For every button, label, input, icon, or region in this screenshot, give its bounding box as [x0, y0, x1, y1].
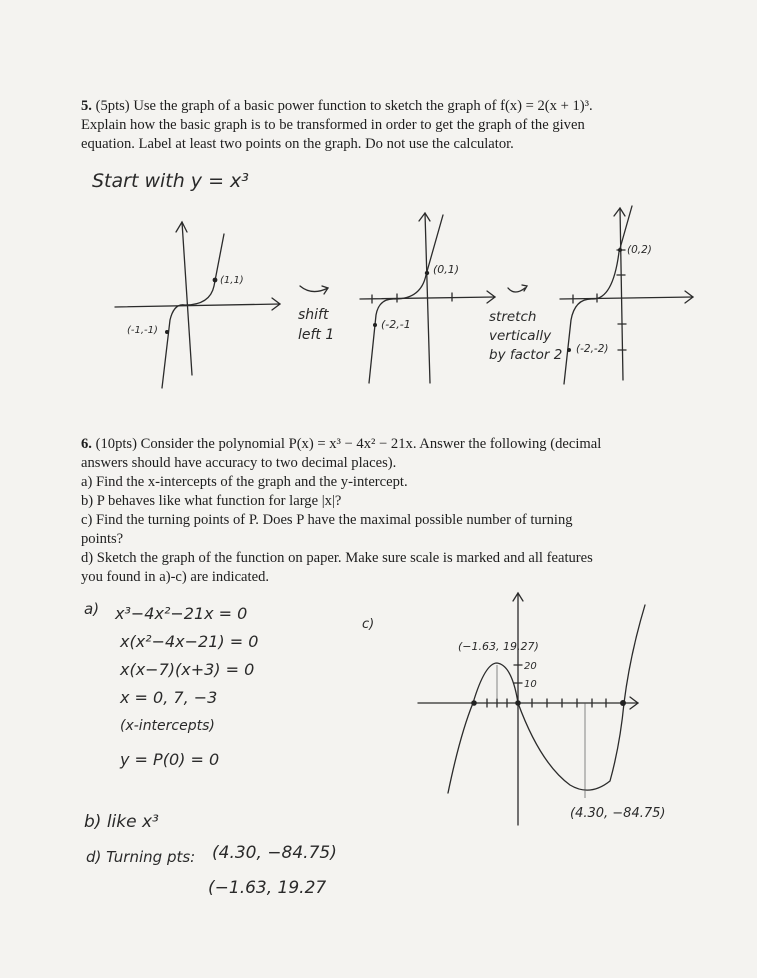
graph-1-y-axis: [182, 222, 192, 375]
problem-6-part-c-1: c) Find the turning points of P. Does P have the maximal possible number of turning: [81, 512, 573, 528]
graph-2-shifted: [355, 205, 505, 385]
poly-min-label: (4.30, −84.75): [570, 806, 666, 821]
graph-1-point-a: [213, 278, 218, 283]
graph-2-label-b: (-2,-1: [381, 318, 411, 331]
step-2-note: [489, 308, 562, 365]
problem-6-line-1: [81, 435, 681, 454]
graph-3-point-a: [618, 248, 622, 252]
graph-1-x-axis: [115, 304, 280, 307]
problem-5-line-1: [81, 97, 681, 116]
answer-a-line-2: x(x²−4x−21) = 0: [120, 632, 259, 651]
answer-b: b) like x³: [84, 812, 159, 832]
problem-6-part-a: a) Find the x-intercepts of the graph and the y-intercept.: [81, 474, 408, 490]
poly-y-tick-label-20: 20: [524, 661, 537, 672]
answer-d-point-2: (−1.63, 19.27: [208, 878, 327, 898]
step-1-line-1: shift: [298, 307, 329, 323]
answer-a-line-5: (x-intercepts): [120, 718, 215, 734]
poly-max-label: (−1.63, 19.27): [458, 640, 539, 653]
problem-5-text-2: Explain how the basic graph is to be transformed in order to get the graph of the given: [81, 117, 585, 133]
graph-3-x-axis: [560, 297, 693, 299]
graph-1-curve: [162, 234, 224, 388]
answer-d-point-1: (4.30, −84.75): [212, 843, 337, 863]
poly-root-0: [515, 700, 521, 706]
graph-3-point-b: [567, 348, 571, 352]
answer-a-label: a): [84, 600, 100, 618]
poly-root-neg3: [471, 700, 477, 706]
graph-1-label-a: (1,1): [220, 275, 244, 286]
answer-c-label: c): [362, 617, 375, 632]
answer-d-label: d) Turning pts:: [86, 848, 196, 866]
graph-1-y-arrow: [176, 222, 187, 232]
problem-5-number: 5.: [81, 98, 92, 114]
step-2-line-1: stretch: [489, 309, 537, 325]
step-1-note: [298, 305, 334, 345]
answer-a-line-3: x(x−7)(x+3) = 0: [120, 660, 255, 679]
step-2-line-2: vertically: [489, 328, 552, 344]
graph-3-label-a: (0,2): [627, 244, 652, 256]
problem-6-part-d-2: you found in a)-c) are indicated.: [81, 569, 270, 585]
problem-6-statement: [81, 435, 681, 587]
graph-2-point-b: [373, 323, 377, 327]
poly-root-7: [620, 700, 626, 706]
problem-6-intro-1: Consider the polynomial P(x) = x³ − 4x² − 21x. Answer the following (decimal: [140, 436, 602, 452]
step-2-line-3: by factor 2: [489, 347, 563, 363]
problem-5-statement: [81, 97, 681, 154]
answer-a-line-4: x = 0, 7, −3: [120, 688, 218, 707]
problem-6-part-d-1: d) Sketch the graph of the function on paper. Make sure scale is marked and all features: [81, 550, 593, 566]
graph-1-point-b: [165, 330, 169, 334]
problem-6-part-b: b) P behaves like what function for large |x|?: [81, 493, 342, 509]
graph-1-cube: [110, 210, 290, 390]
graph-3-y-axis: [620, 208, 623, 380]
answer-a-line-1: x³−4x²−21x = 0: [115, 604, 248, 623]
problem-6-number: 6.: [81, 436, 92, 452]
step-1-line-2: left 1: [298, 327, 335, 343]
problem-6-intro-2: answers should have accuracy to two decimal places).: [81, 455, 397, 471]
stretch-arrow-icon: [505, 282, 535, 300]
problem-6-points: (10pts): [95, 436, 137, 452]
problem-5-text-3: equation. Label at least two points on the graph. Do not use the calculator.: [81, 136, 514, 152]
start-with-label: Start with y = x³: [92, 170, 249, 192]
poly-y-tick-label-10: 10: [524, 679, 537, 690]
graph-2-point-a: [425, 271, 429, 275]
problem-6-part-c-2: points?: [81, 531, 124, 547]
graph-3-stretched: [555, 200, 705, 385]
problem-5-points: (5pts): [95, 98, 130, 114]
graph-3-label-b: (-2,-2): [576, 343, 609, 355]
shift-arrow-icon: [296, 280, 336, 300]
problem-5-text-1: Use the graph of a basic power function to sketch the graph of f(x) = 2(x + 1)³.: [133, 98, 593, 114]
graph-2-label-a: (0,1): [433, 263, 460, 276]
answer-a-line-6: y = P(0) = 0: [120, 750, 220, 769]
polynomial-graph: [410, 585, 670, 830]
answer-a-work: [115, 600, 258, 774]
graph-1-label-b: (-1,-1): [127, 325, 158, 336]
